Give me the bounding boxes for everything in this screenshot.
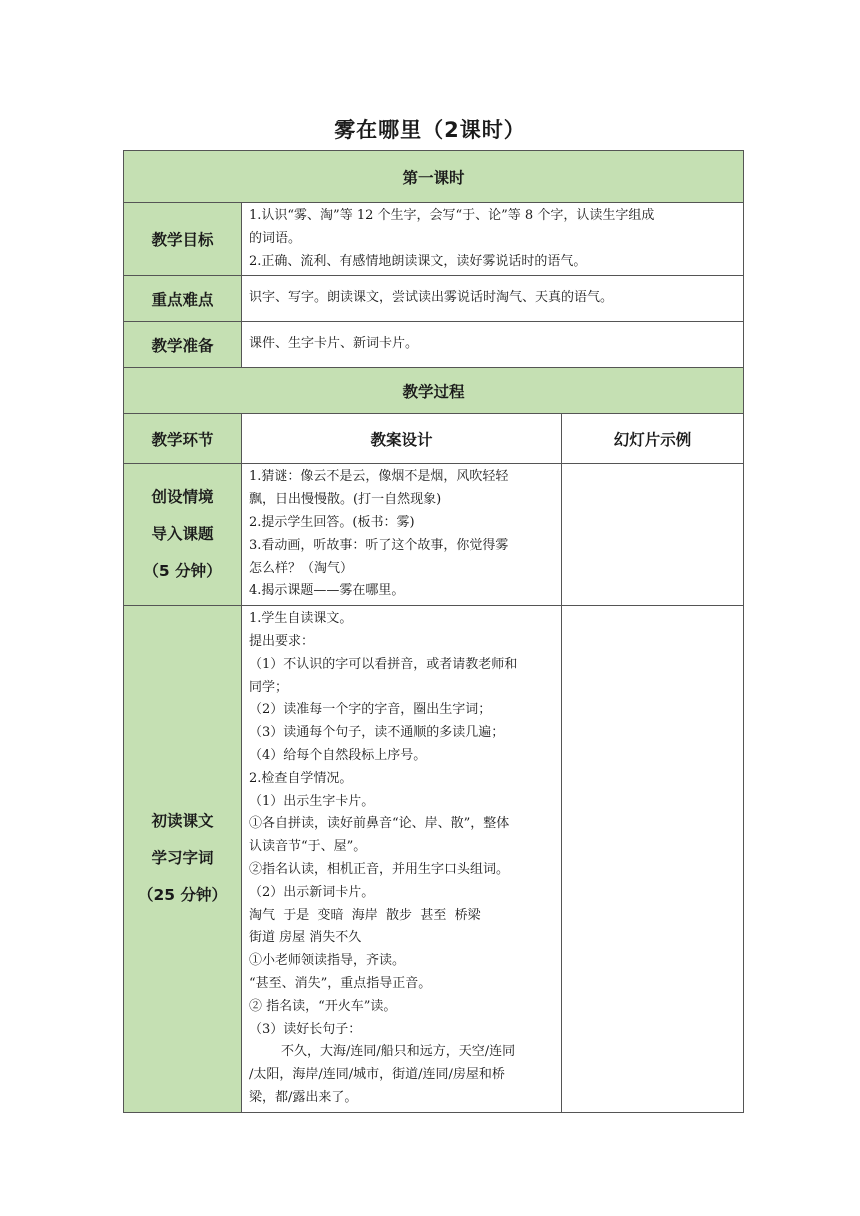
- design-line: （2）读准每一个字的字音，圈出生字词；: [249, 702, 492, 718]
- stage-name-line: 初读课文: [151, 812, 214, 831]
- column-header-slides: 幻灯片示例: [562, 414, 744, 464]
- design-line: ② 指名读，“开火车”读。: [249, 998, 397, 1014]
- design-line: （1）不认识的字可以看拼音，或者请教老师和: [249, 656, 518, 672]
- design-line: ①各自拼读，读好前鼻音“论、岸、散”，整体: [249, 816, 510, 832]
- design-line: 认读音节“于、屋”。: [249, 839, 367, 855]
- design-line: 怎么样？（淘气）: [249, 560, 354, 576]
- goals-label: 教学目标: [124, 203, 242, 276]
- design-line: “甚至、消失”，重点指导正音。: [249, 975, 432, 991]
- stage-name-line: 创设情境: [151, 488, 214, 507]
- stage-slide-example: [562, 606, 744, 1113]
- period-header: 第一课时: [124, 151, 744, 203]
- column-header-row: [124, 414, 744, 464]
- design-line: （1）出示生字卡片。: [249, 793, 375, 809]
- design-line: 1.猜谜：像云不是云，像烟不是烟，风吹轻轻: [249, 469, 509, 485]
- process-header: 教学过程: [124, 368, 744, 414]
- stage-design: [242, 606, 562, 1113]
- goals-line: 2.正确、流利、有感情地朗读课文，读好雾说话时的语气。: [249, 253, 587, 269]
- design-line: ②指名认读，相机正音，并用生字口头组词。: [249, 861, 510, 877]
- design-line: 4.揭示课题——雾在哪里。: [249, 583, 405, 599]
- stage-slide-example: [562, 464, 744, 606]
- design-line: （4）给每个自然段标上序号。: [249, 747, 427, 763]
- design-line: （3）读好长句子：: [249, 1021, 362, 1037]
- design-line: 同学；: [249, 679, 289, 695]
- stage-name-line: 导入课题: [151, 525, 214, 544]
- design-line: （3）读通每个句子，读不通顺的多读几遍；: [249, 725, 505, 741]
- design-line: 1.学生自读课文。: [249, 611, 353, 627]
- stage-name-line: （25 分钟）: [138, 886, 227, 905]
- preparation-content: 课件、生字卡片、新词卡片。: [242, 322, 744, 368]
- design-line: 3.看动画，听故事：听了这个故事，你觉得雾: [249, 537, 509, 553]
- design-line: ①小老师领读指导，齐读。: [249, 953, 406, 969]
- design-line: 梁，都/露出来了。: [249, 1089, 358, 1105]
- design-line: /太阳，海岸/连同/城市，街道/连同/房屋和桥: [249, 1067, 505, 1083]
- column-header-stage: 教学环节: [124, 414, 242, 464]
- stage-name: [124, 464, 242, 606]
- document-title: 雾在哪里（2课时）: [334, 118, 526, 142]
- stage-name-line: （5 分钟）: [143, 562, 222, 581]
- stage-design: [242, 464, 562, 606]
- lesson-plan-table: [123, 150, 744, 1113]
- design-line: 2.检查自学情况。: [249, 770, 353, 786]
- stage-row: [124, 606, 744, 1113]
- preparation-row: [124, 322, 744, 368]
- stage-name-line: 学习字词: [151, 849, 214, 868]
- goals-line: 1.认识“雾、淘”等 12 个生字，会写“于、论”等 8 个字，认读生字组成: [249, 208, 655, 223]
- design-line: 飘，日出慢慢散。(打一自然现象): [249, 492, 442, 508]
- goals-row: [124, 203, 744, 276]
- period-header-row: [124, 151, 744, 203]
- design-line: 淘气 于是 变暗 海岸 散步 甚至 桥梁: [249, 907, 481, 923]
- design-line: （2）出示新词卡片。: [249, 884, 375, 900]
- goals-content: [242, 203, 744, 276]
- key-points-content: 识字、写字。朗读课文，尝试读出雾说话时淘气、天真的语气。: [242, 276, 744, 322]
- process-header-row: [124, 368, 744, 414]
- stage-name: [124, 606, 242, 1113]
- column-header-design: 教案设计: [242, 414, 562, 464]
- preparation-label: 教学准备: [124, 322, 242, 368]
- design-line: 街道 房屋 消失不久: [249, 930, 362, 946]
- stage-row: [124, 464, 744, 606]
- design-line: 提出要求：: [249, 633, 315, 649]
- design-line: 不久，大海/连同/船只和远方，天空/连同: [281, 1044, 516, 1060]
- goals-line: 的词语。: [249, 230, 302, 246]
- key-points-row: [124, 276, 744, 322]
- key-points-label: 重点难点: [124, 276, 242, 322]
- design-line: 2.提示学生回答。(板书：雾): [249, 514, 415, 530]
